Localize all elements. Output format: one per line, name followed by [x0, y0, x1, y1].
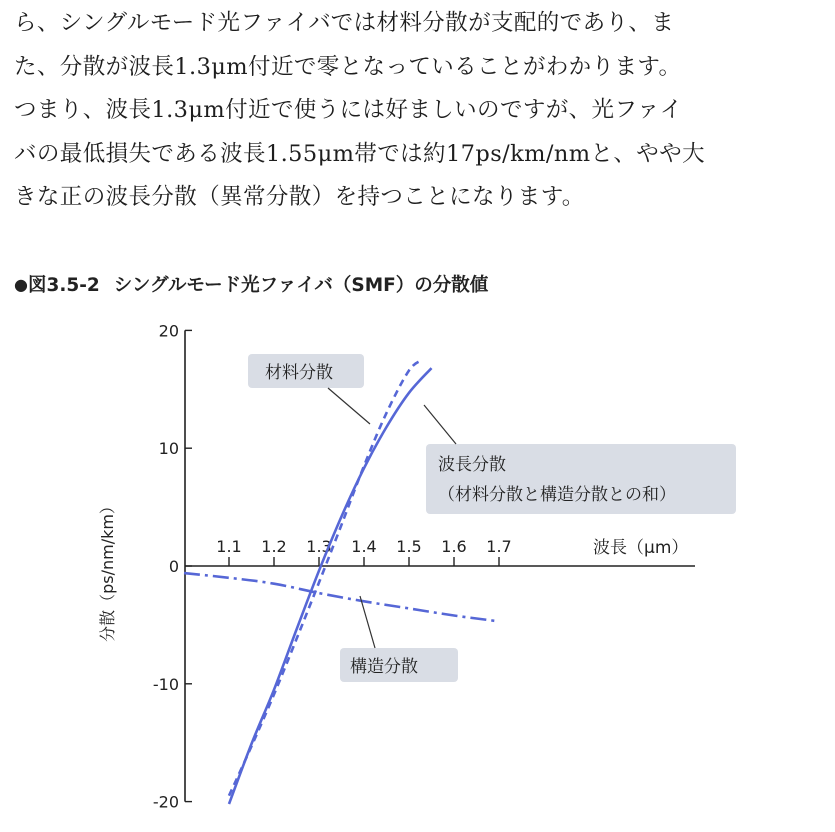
paragraph-line: つまり、波長1.3μm付近で使うには好ましいのですが、光ファイ — [14, 97, 683, 123]
leader-structural — [360, 596, 375, 648]
callout-label-material: 材料分散 — [265, 363, 333, 383]
callout-label-total: 波長分散 — [438, 455, 506, 475]
y-axis-label: 分散（ps/nm/km） — [98, 498, 117, 642]
x-tick-label: 1.1 — [216, 537, 242, 556]
y-tick-label: 0 — [168, 557, 179, 576]
paragraph-line: ら、シングルモード光ファイバでは材料分散が支配的であり、ま — [14, 10, 675, 36]
x-tick-label: 1.5 — [396, 537, 422, 556]
x-tick-label: 1.2 — [261, 537, 287, 556]
caption-bullet: ● — [14, 275, 28, 294]
x-tick-label: 1.6 — [441, 537, 467, 556]
leader-material — [328, 388, 370, 424]
y-tick-label: 10 — [158, 439, 179, 459]
x-tick-label: 1.3 — [306, 537, 332, 556]
x-tick-label: 1.4 — [351, 537, 377, 556]
chart-series — [184, 360, 499, 804]
leader-total — [424, 405, 456, 444]
series-line-solid — [229, 368, 432, 804]
figure-title: シングルモード光ファイバ（SMF）の分散値 — [113, 275, 489, 296]
y-tick-label: -10 — [152, 674, 179, 694]
y-tick-label: -20 — [152, 792, 179, 812]
y-tick-label: 20 — [158, 321, 179, 341]
paragraph-line: バの最低損失である波長1.55μm帯では約17ps/km/nmと、やや大 — [14, 140, 705, 167]
figure-number: 図3.5-2 — [27, 275, 100, 296]
paragraph-line: た、分散が波長1.3μm付近で零となっていることがわかります。 — [14, 53, 682, 80]
series-line-dashdot — [184, 573, 499, 621]
x-axis-label: 波長（μm） — [593, 538, 689, 558]
paragraph-line: きな正の波長分散（異常分散）を持つことになります。 — [14, 184, 585, 210]
chart-callouts — [248, 354, 736, 682]
callout-label-structural: 構造分散 — [350, 657, 418, 677]
x-tick-label: 1.7 — [486, 537, 512, 556]
callout-note-total: （材料分散と構造分散との和） — [438, 485, 676, 505]
